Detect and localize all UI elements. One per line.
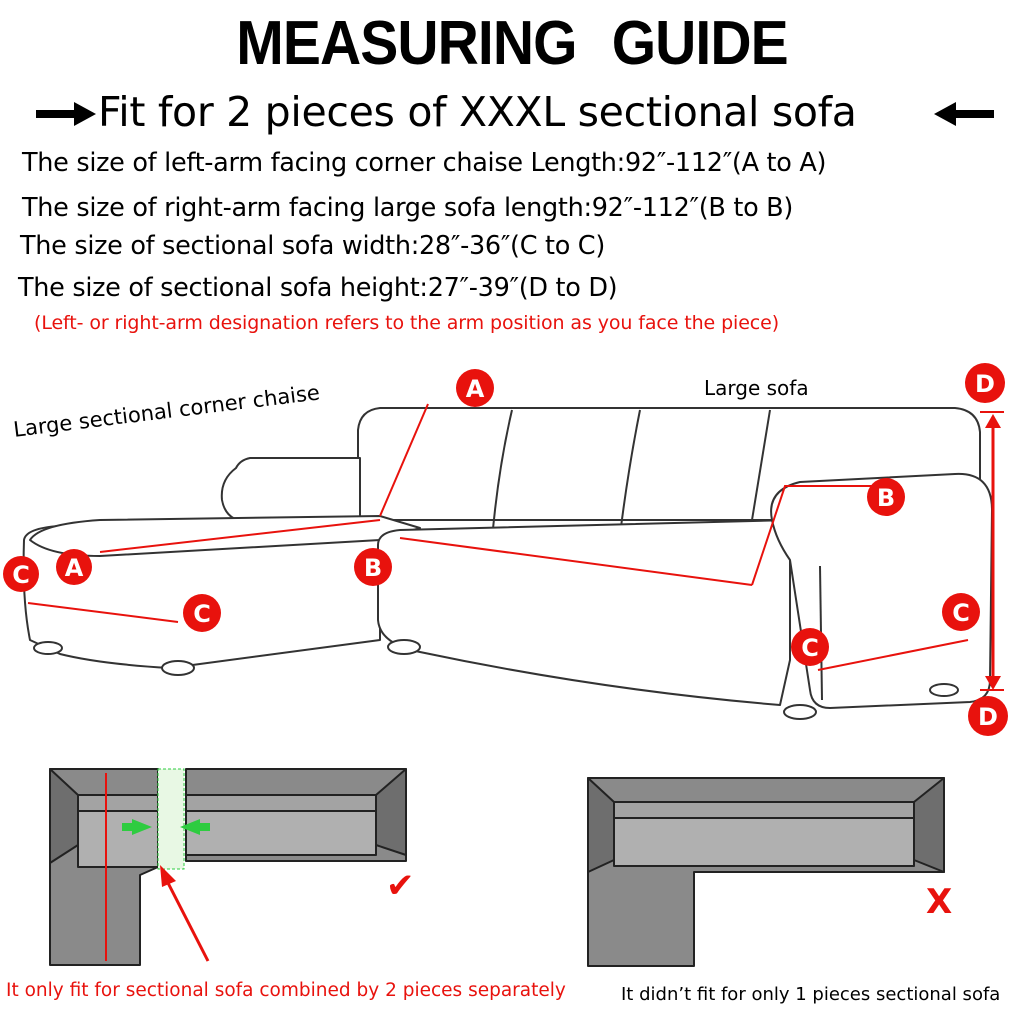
svg-text:C: C [952, 599, 970, 627]
marker-c-arm-front [791, 628, 829, 666]
svg-text:D: D [975, 370, 995, 398]
correct-caption: It only fit for sectional sofa combined by 2 pieces separately [6, 980, 566, 1001]
cross-icon: X [926, 882, 953, 922]
two-piece-diagram [40, 765, 440, 971]
chaise-label: Large sectional corner chaise [12, 380, 322, 442]
check-icon: ✔ [386, 866, 415, 906]
svg-text:C: C [193, 600, 211, 628]
svg-text:C: C [801, 634, 819, 662]
subtitle: Fit for 2 pieces of XXXL sectional sofa [98, 88, 857, 136]
single-piece-diagram [584, 776, 953, 972]
arrow-right-icon [36, 102, 96, 126]
spec-width: The size of sectional sofa width:28″-36″(C to C) [20, 231, 605, 261]
subtitle-row [36, 88, 996, 144]
svg-text:B: B [876, 484, 896, 512]
marker-d-top [965, 363, 1005, 403]
svg-text:D: D [978, 703, 998, 731]
marker-c-chaise [183, 594, 221, 632]
marker-b-right [867, 478, 905, 516]
arm-designation-note: (Left- or right-arm designation refers to the arm position as you face the piece) [34, 312, 780, 334]
svg-text:A: A [465, 375, 485, 403]
sofa-label: Large sofa [704, 376, 809, 400]
page-title: MEASURING GUIDE [236, 9, 788, 78]
arrow-left-icon [934, 102, 994, 126]
svg-text:B: B [363, 554, 383, 582]
spec-sofa-length: The size of right-arm facing large sofa length:92″-112″(B to B) [22, 193, 794, 223]
marker-a-left [56, 549, 92, 585]
spec-height: The size of sectional sofa height:27″-39″(D to D) [18, 273, 618, 303]
svg-text:C: C [12, 561, 30, 589]
spec-chaise-length: The size of left-arm facing corner chaise Length:92″-112″(A to A) [22, 148, 827, 178]
marker-c-far-left [3, 556, 39, 592]
marker-d-bottom [968, 696, 1008, 736]
marker-a-top [456, 369, 494, 407]
wrong-caption: It didn’t fit for only 1 pieces sectional sofa [621, 984, 1001, 1005]
marker-b-left [354, 548, 392, 586]
svg-text:A: A [64, 554, 84, 582]
marker-c-arm-back [942, 593, 980, 631]
